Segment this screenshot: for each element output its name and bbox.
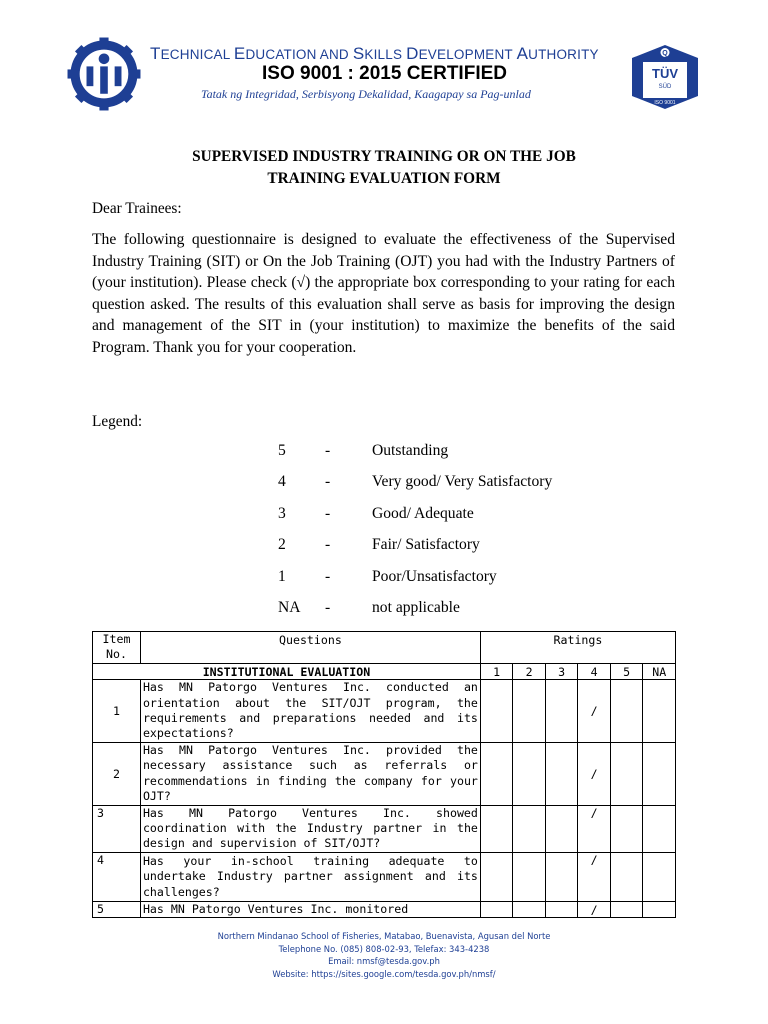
rating-1-cell[interactable]	[480, 852, 513, 901]
rating-col-header: 3	[545, 664, 578, 680]
item-number: 5	[93, 901, 141, 917]
legend-item	[278, 505, 678, 536]
tuv-certification-badge	[630, 44, 700, 110]
agency-part: TECHNICAL	[150, 44, 234, 63]
evaluation-table	[92, 631, 676, 918]
legend-description: Outstanding	[372, 442, 449, 459]
rating-col-header: 5	[610, 664, 643, 680]
rating-2-cell[interactable]	[513, 805, 546, 852]
agency-part: EDUCATION AND	[233, 44, 353, 63]
legend-code: 5	[278, 442, 286, 459]
legend-dash: -	[325, 504, 331, 522]
iso-certification: ISO 9001 : 2015 CERTIFIED	[262, 63, 507, 84]
rating-na-cell[interactable]	[643, 743, 676, 806]
question-text: Has MN Patorgo Ventures Inc. monitored	[140, 901, 480, 917]
rating-5-cell[interactable]	[610, 680, 643, 743]
badge-standard: ISO 9001	[654, 100, 676, 106]
form-title-line-1: SUPERVISED INDUSTRY TRAINING OR ON THE JOB	[192, 148, 576, 165]
agency-part: AUTHORITY	[516, 44, 599, 63]
table-row	[93, 852, 676, 901]
footer-website[interactable]: Website: https://sites.google.com/tesda.gov.ph/nmsf/	[272, 968, 496, 979]
legend-dash: -	[325, 536, 331, 554]
rating-1-cell[interactable]	[480, 743, 513, 806]
agency-part: DEVELOPMENT	[406, 44, 517, 63]
legend-code: 1	[278, 567, 286, 585]
legend-item	[278, 473, 678, 504]
legend-description: Very good/ Very Satisfactory	[372, 473, 553, 491]
rating-4-cell[interactable]: /	[578, 680, 611, 743]
badge-brand: TÜV	[652, 66, 678, 81]
legend-dash: -	[325, 442, 331, 459]
item-number: 2	[93, 743, 141, 806]
rating-1-cell[interactable]	[480, 680, 513, 743]
question-text: Has your in-school training adequate to undertake Industry partner assignment and its challenges?	[140, 852, 480, 901]
legend-item	[278, 536, 678, 567]
table-row	[93, 680, 676, 743]
legend-item	[278, 568, 678, 599]
rating-col-header: 2	[513, 664, 546, 680]
rating-2-cell[interactable]	[513, 680, 546, 743]
rating-na-cell[interactable]	[643, 852, 676, 901]
intro-paragraph: The following questionnaire is designed to evaluate the effectiveness of the Supervised Industry Training (SIT) or On the Job Training (OJT) you had with the Industry Partners of (your institution). Please check (√) the appropriate box corresponding to your rating for each question asked. The results of this evaluation shall serve as basis for improving the design and management of the SIT in (your institution) to maximize the benefits of the said Program. Thank you for your cooperation.	[92, 231, 675, 356]
legend-label: Legend:	[92, 413, 143, 430]
legend-dash: -	[325, 567, 331, 585]
rating-5-cell[interactable]	[610, 852, 643, 901]
rating-col-header: 4	[578, 664, 611, 680]
rating-col-header: NA	[643, 664, 676, 680]
tesda-logo	[66, 36, 142, 112]
footer-telephone: Telephone No. (085) 808-02-93, Telefax: 343-4238	[278, 943, 490, 954]
badge-q: Q	[662, 50, 668, 57]
form-title-line-2: TRAINING EVALUATION FORM	[267, 170, 501, 187]
legend-dash: -	[325, 473, 331, 491]
agency-motto: Tatak ng Integridad, Serbisyong Dekalidad, Kaagapay sa Pag-unlad	[201, 87, 531, 101]
question-text: Has MN Patorgo Ventures Inc. provided the necessary assistance such as referrals or recommendations in finding the company for your OJT?	[140, 743, 480, 806]
footer-email[interactable]: Email: nmsf@tesda.gov.ph	[328, 956, 440, 967]
form-title	[92, 146, 676, 190]
question-text: Has MN Patorgo Ventures Inc. showed coordination with the Industry partner in the design and supervision of SIT/OJT?	[140, 805, 480, 852]
rating-4-cell[interactable]: /	[578, 852, 611, 901]
rating-4-cell[interactable]: /	[578, 743, 611, 806]
legend-code: 2	[278, 536, 286, 554]
rating-2-cell[interactable]	[513, 852, 546, 901]
rating-1-cell[interactable]	[480, 901, 513, 917]
rating-3-cell[interactable]	[545, 680, 578, 743]
legend-description: Good/ Adequate	[372, 504, 474, 522]
rating-4-cell[interactable]: /	[578, 901, 611, 917]
badge-sub: SÜD	[658, 84, 672, 90]
question-text: Has MN Patorgo Ventures Inc. conducted an orientation about the SIT/OJT program, the requirements and preparations needed and its expectations?	[140, 680, 480, 743]
legend-code: 3	[278, 504, 286, 522]
rating-legend	[278, 442, 678, 630]
rating-5-cell[interactable]	[610, 805, 643, 852]
table-header-row	[93, 632, 676, 664]
rating-1-cell[interactable]	[480, 805, 513, 852]
rating-col-header: 1	[480, 664, 513, 680]
table-row	[93, 743, 676, 806]
item-number: 4	[93, 852, 141, 901]
rating-3-cell[interactable]	[545, 901, 578, 917]
table-row	[93, 805, 676, 852]
questions-header: Questions	[140, 632, 480, 664]
footer-school-address: Northern Mindanao School of Fisheries, Matabao, Buenavista, Agusan del Norte	[217, 931, 551, 941]
legend-description: not applicable	[372, 598, 460, 616]
rating-5-cell[interactable]	[610, 743, 643, 806]
legend-description: Poor/Unsatisfactory	[372, 567, 497, 585]
page-footer	[0, 930, 768, 980]
table-row	[93, 901, 676, 917]
rating-na-cell[interactable]	[643, 805, 676, 852]
legend-code: NA	[278, 598, 301, 616]
agency-part: SKILLS	[352, 44, 407, 63]
item-no-header: Item No.	[93, 632, 141, 664]
item-number: 3	[93, 805, 141, 852]
legend-dash: -	[325, 598, 331, 616]
salutation: Dear Trainees:	[92, 200, 182, 217]
rating-2-cell[interactable]	[513, 743, 546, 806]
rating-3-cell[interactable]	[545, 852, 578, 901]
rating-4-cell[interactable]: /	[578, 805, 611, 852]
item-number: 1	[93, 680, 141, 743]
legend-description: Fair/ Satisfactory	[372, 536, 480, 554]
rating-2-cell[interactable]	[513, 901, 546, 917]
section-title: INSTITUTIONAL EVALUATION	[93, 664, 481, 680]
rating-na-cell[interactable]	[643, 680, 676, 743]
legend-code: 4	[278, 473, 286, 491]
rating-na-cell[interactable]	[643, 901, 676, 917]
section-row	[93, 664, 676, 680]
rating-3-cell[interactable]	[545, 743, 578, 806]
ratings-header: Ratings	[480, 632, 675, 664]
legend-item	[278, 442, 678, 473]
rating-3-cell[interactable]	[545, 805, 578, 852]
agency-name	[150, 44, 620, 64]
rating-5-cell[interactable]	[610, 901, 643, 917]
legend-item	[278, 599, 678, 630]
